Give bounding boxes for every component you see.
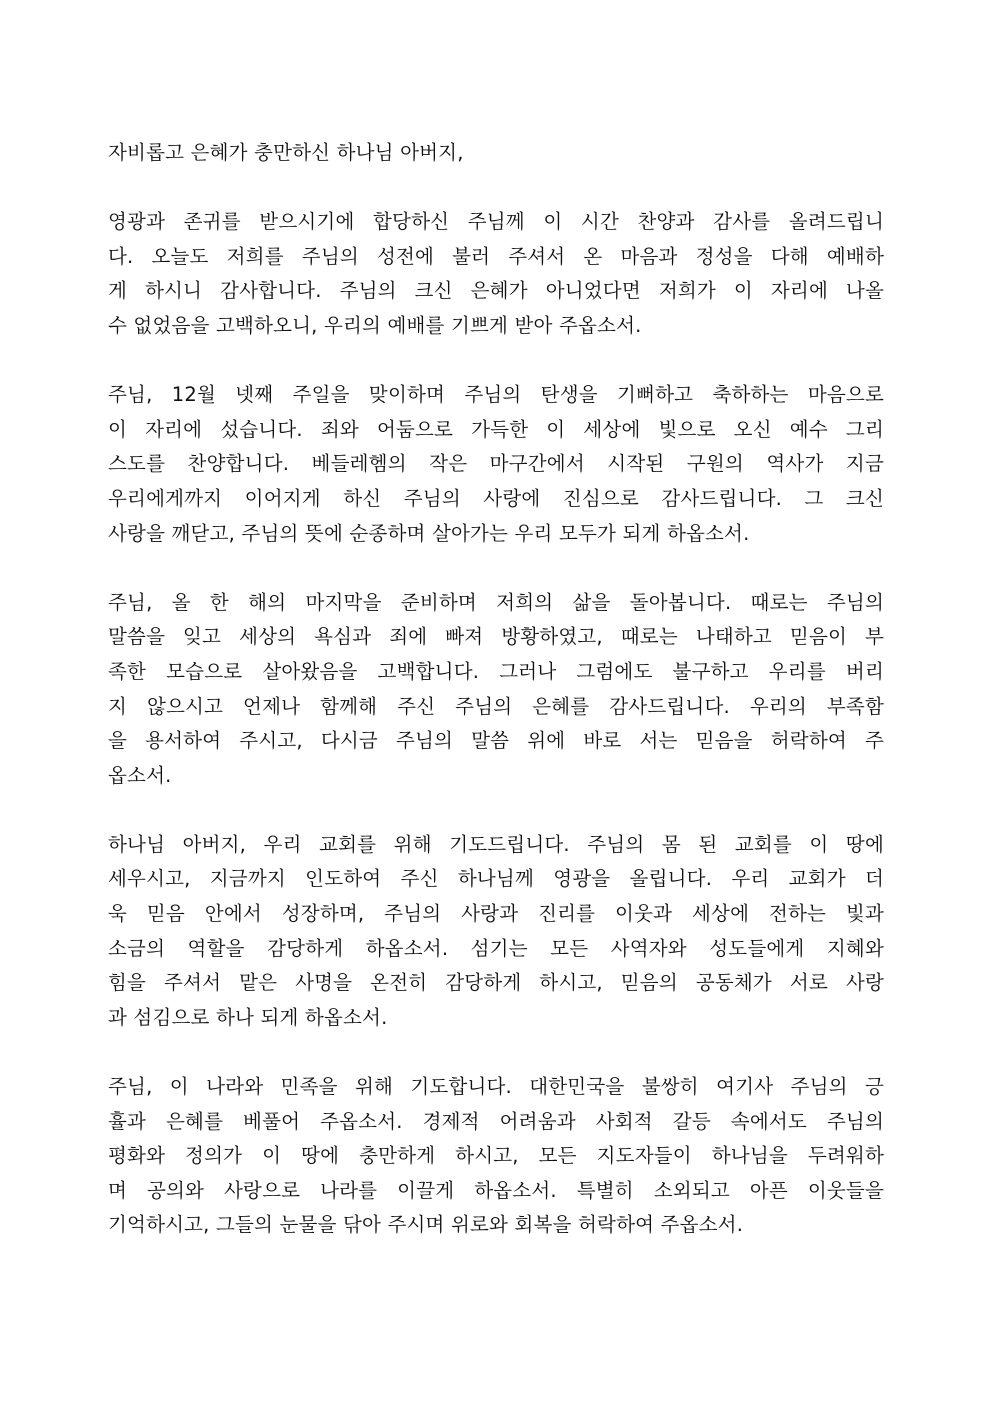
text-line: 하나님 아버지, 우리 교회를 위해 기도드립니다. 주님의 몸 된 교회를 이 땅에: [108, 832, 884, 856]
text-line: 사랑을 깨닫고, 주님의 뜻에 순종하며 살아가는 우리 모두가 되게 하옵소서.: [108, 521, 750, 545]
text-line: 평화와 정의가 이 땅에 충만하게 하시고, 모든 지도자들이 하나님을 두려워하: [108, 1144, 884, 1168]
text-line: 기억하시고, 그들의 눈물을 닦아 주시며 위로와 회복을 허락하여 주옵소서.: [108, 1213, 744, 1237]
text-line: 옵소서.: [108, 763, 172, 787]
text-line: 주님, 이 나라와 민족을 위해 기도합니다. 대한민국을 불쌍히 여기사 주님의 긍: [108, 1075, 884, 1099]
text-line: 과 섬김으로 하나 되게 하옵소서.: [108, 1005, 388, 1029]
prayer-text: [108, 136, 884, 1278]
text-line: 주님, 올 한 해의 마지막을 준비하며 저희의 삶을 돌아봅니다. 때로는 주님의: [108, 590, 884, 614]
paragraph-church: [108, 828, 884, 1036]
text-line: 우리에게까지 이어지게 하신 주님의 사랑에 진심으로 감사드립니다. 그 크신: [108, 486, 884, 510]
paragraph-thanksgiving: [108, 205, 884, 343]
greeting-line: 자비롭고 은혜가 충만하신 하나님 아버지,: [108, 141, 464, 164]
text-line: 지 않으시고 언제나 함께해 주신 주님의 은혜를 감사드립니다. 우리의 부족함: [108, 694, 884, 718]
text-line: 스도를 찬양합니다. 베들레헴의 작은 마구간에서 시작된 구원의 역사가 지금: [108, 452, 884, 476]
text-line: 을 용서하여 주시고, 다시금 주님의 말씀 위에 바로 서는 믿음을 허락하여 주: [108, 729, 884, 753]
text-line: 소금의 역할을 감당하게 하옵소서. 섬기는 모든 사역자와 성도들에게 지혜와: [108, 936, 884, 960]
text-line: 영광과 존귀를 받으시기에 합당하신 주님께 이 시간 찬양과 감사를 올려드립니: [108, 210, 884, 234]
paragraph-confession: [108, 586, 884, 794]
text-line: 이 자리에 섰습니다. 죄와 어둠으로 가득한 이 세상에 빛으로 오신 예수 그리: [108, 417, 884, 441]
text-line: 말씀을 잊고 세상의 욕심과 죄에 빠져 방황하였고, 때로는 나태하고 믿음이 부: [108, 625, 884, 649]
text-line: 힘을 주셔서 맡은 사명을 온전히 감당하게 하시고, 믿음의 공동체가 서로 사랑: [108, 971, 884, 995]
text-line: 주님, 12월 넷째 주일을 맞이하며 주님의 탄생을 기뻐하고 축하하는 마음으로: [108, 383, 884, 407]
paragraph-christmas: [108, 378, 884, 551]
text-line: 휼과 은혜를 베풀어 주옵소서. 경제적 어려움과 사회적 갈등 속에서도 주님의: [108, 1109, 884, 1133]
text-line: 욱 믿음 안에서 성장하며, 주님의 사랑과 진리를 이웃과 세상에 전하는 빛과: [108, 902, 884, 926]
greeting: [108, 136, 884, 171]
text-line: 게 하시니 감사합니다. 주님의 크신 은혜가 아니었다면 저희가 이 자리에 나올: [108, 279, 884, 303]
text-line: 며 공의와 사랑으로 나라를 이끌게 하옵소서. 특별히 소외되고 아픈 이웃들을: [108, 1178, 884, 1202]
text-line: 세우시고, 지금까지 인도하여 주신 하나님께 영광을 올립니다. 우리 교회가 더: [108, 867, 884, 891]
text-line: 족한 모습으로 살아왔음을 고백합니다. 그러나 그럼에도 불구하고 우리를 버리: [108, 659, 884, 683]
text-line: 수 없었음을 고백하오니, 우리의 예배를 기쁘게 받아 주옵소서.: [108, 313, 642, 337]
text-line: 다. 오늘도 저희를 주님의 성전에 불러 주셔서 온 마음과 정성을 다해 예배하: [108, 244, 884, 268]
paragraph-nation: [108, 1070, 884, 1243]
